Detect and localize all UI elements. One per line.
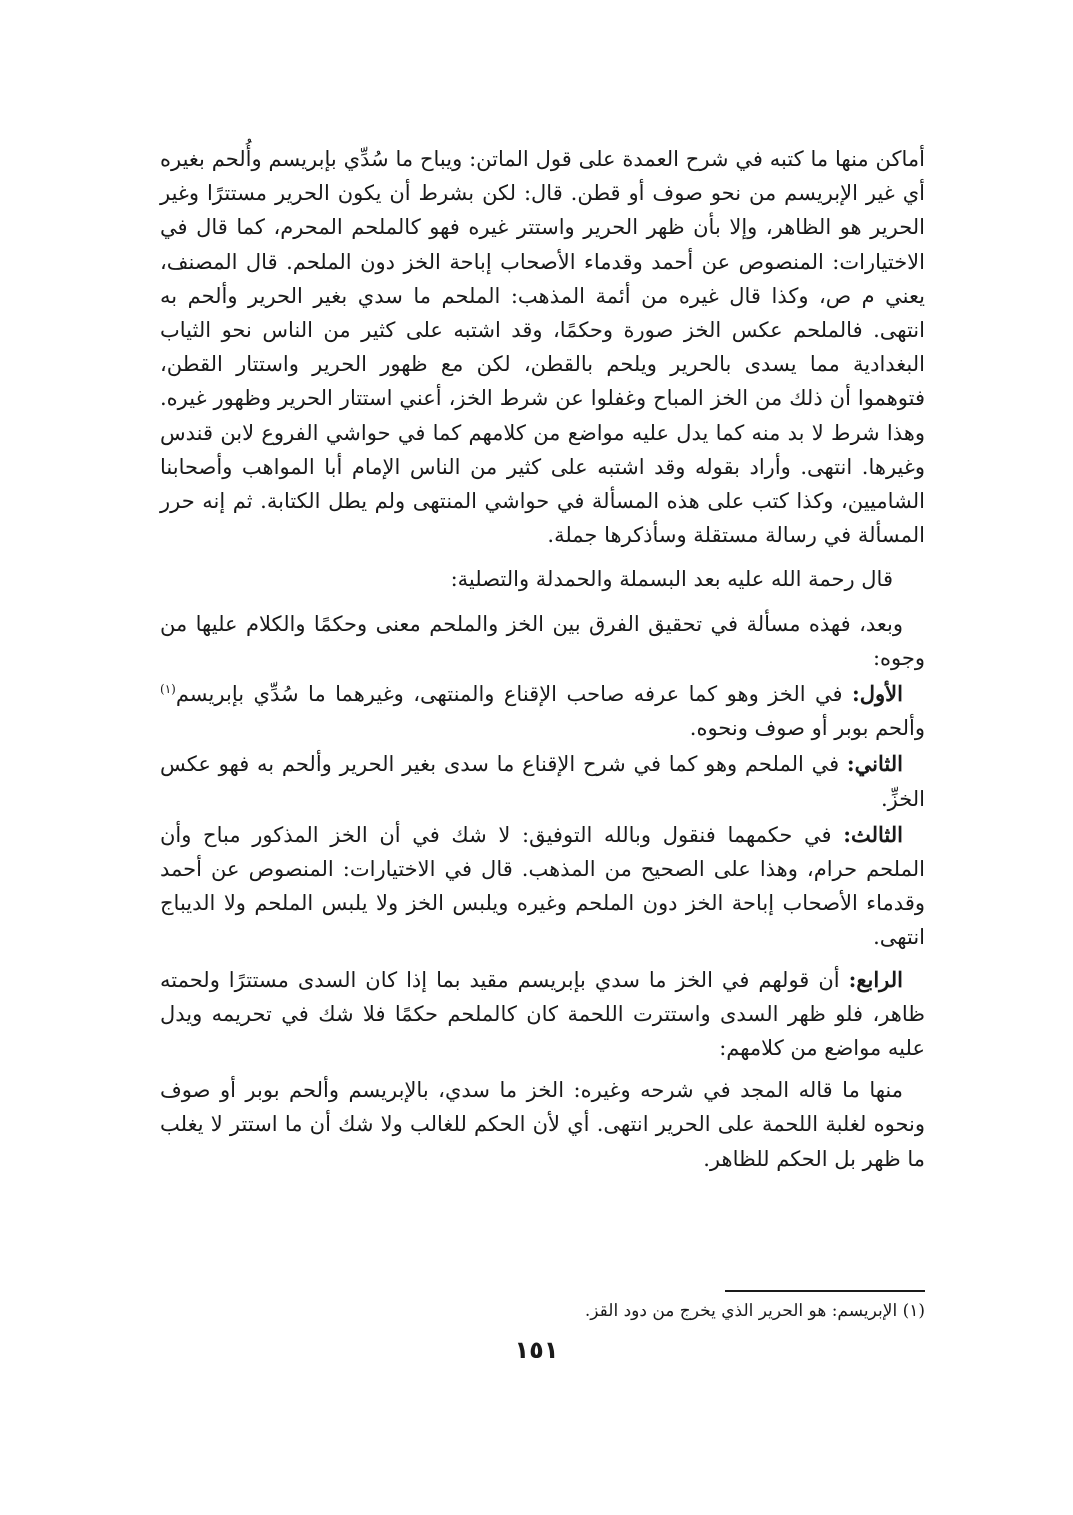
- section-text: في الخز وهو كما عرفه صاحب الإقناع والمنتهى، وغيرهما ما سُدِّي بإبريسم: [175, 682, 853, 707]
- footnote-divider: [725, 1290, 925, 1292]
- paragraph-closing: منها ما قاله المجد في شرحه وغيره: الخز ما سدي، بالإبريسم وألحم بوبر أو صوف ونحوه لغلبة اللحمة على الحرير انتهى. أي لأن الحكم للغالب ولا شك أن ما استتر لا يغلب ما ظهر بل الحكم للظاهر.: [160, 1078, 925, 1171]
- section-third: [160, 818, 925, 955]
- section-label: الأول:: [852, 681, 903, 707]
- section-text: أن قولهم في الخز ما سدي بإبريسم مقيد بما إذا كان السدى مستترًا ولحمته ظاهر، فلو ظهر السدى واستترت اللحمة كان كالملحم حكمًا فلا شك في تحريمه ويدل عليه مواضع من كلامهم:: [160, 967, 925, 1061]
- paragraph-basmala: قال رحمة الله عليه بعد البسملة والحمدلة والتصلية:: [450, 567, 893, 592]
- section-label: الرابع:: [848, 966, 903, 992]
- section-text: في حكمهما فنقول وبالله التوفيق: لا شك في أن الخز المذكور مباح وأن الملحم حرام، وهذا على الصحيح من المذهب. قال في الاختيارات: المنصوص عن أحمد وقدماء الأصحاب إباحة الخز دون الملحم وغيره ويلبس الخز ولا يلبس الملحم ولا الديباج انتهى.: [160, 822, 925, 950]
- section-fourth: [160, 963, 925, 1066]
- section-text: وألحم بوبر أو صوف ونحوه.: [689, 716, 925, 741]
- page-number: ١٥١: [514, 1336, 559, 1364]
- section-label: الثاني:: [846, 751, 903, 777]
- section-second: [160, 747, 925, 815]
- paragraph-introduction: وبعد، فهذه مسألة في تحقيق الفرق بين الخز والملحم معنى وحكمًا والكلام عليها من وجوه:: [160, 611, 925, 670]
- page-body: [160, 142, 925, 1178]
- footnote-reference: (١): [160, 682, 176, 697]
- paragraph-intro: أماكن منها ما كتبه في شرح العمدة على قول الماتن: ويباح ما سُدِّي بإبريسم وأُلحم بغيره أي غير الإبريسم من نحو صوف أو قطن. قال: لكن بشرط أن يكون الحرير مستترًا وغير الحرير هو الظاهر، وإلا بأن ظهر الحرير واستتر غيره فهو كالملحم المحرم، كما قال في الاختيارات: المنصوص عن أحمد وقدماء الأصحاب إباحة الخز دون الملحم. قال المصنف، يعني م ص، وكذا قال غيره من أئمة المذهب: الملحم ما سدي بغير الحرير وألحم به انتهى. فالملحم عكس الخز صورة وحكمًا، وقد اشتبه على كثير من الناس نحو الثياب البغدادية مما يسدى بالحرير ويلحم بالقطن، لكن مع ظهور الحرير واستتار القطن، فتوهموا أن ذلك من الخز المباح وغفلوا عن شرط الخز، أعني استتار الحرير وظهور غيره. وهذا شرط لا بد منه كما يدل عليه مواضع من كلامهم كما في حواشي الفروع لابن قندس وغيرها. انتهى. وأراد بقوله وقد اشتبه على كثير من الناس الإمام أبا المواهب وأصحابنا الشاميين، وكذا كتب على هذه المسألة في حواشي المنتهى ولم يطل الكتابة. ثم إنه حرر المسألة في رسالة مستقلة وسأذكرها جملة.: [160, 147, 925, 548]
- section-first: [160, 677, 925, 745]
- section-label: الثالث:: [843, 821, 903, 847]
- section-text: في الملحم وهو كما في شرح الإقناع ما سدى بغير الحرير وألحم به فهو عكس الخزِّ.: [160, 752, 925, 811]
- footnote: (١) الإبريسم: هو الحرير الذي يخرج من دود القز.: [584, 1301, 925, 1321]
